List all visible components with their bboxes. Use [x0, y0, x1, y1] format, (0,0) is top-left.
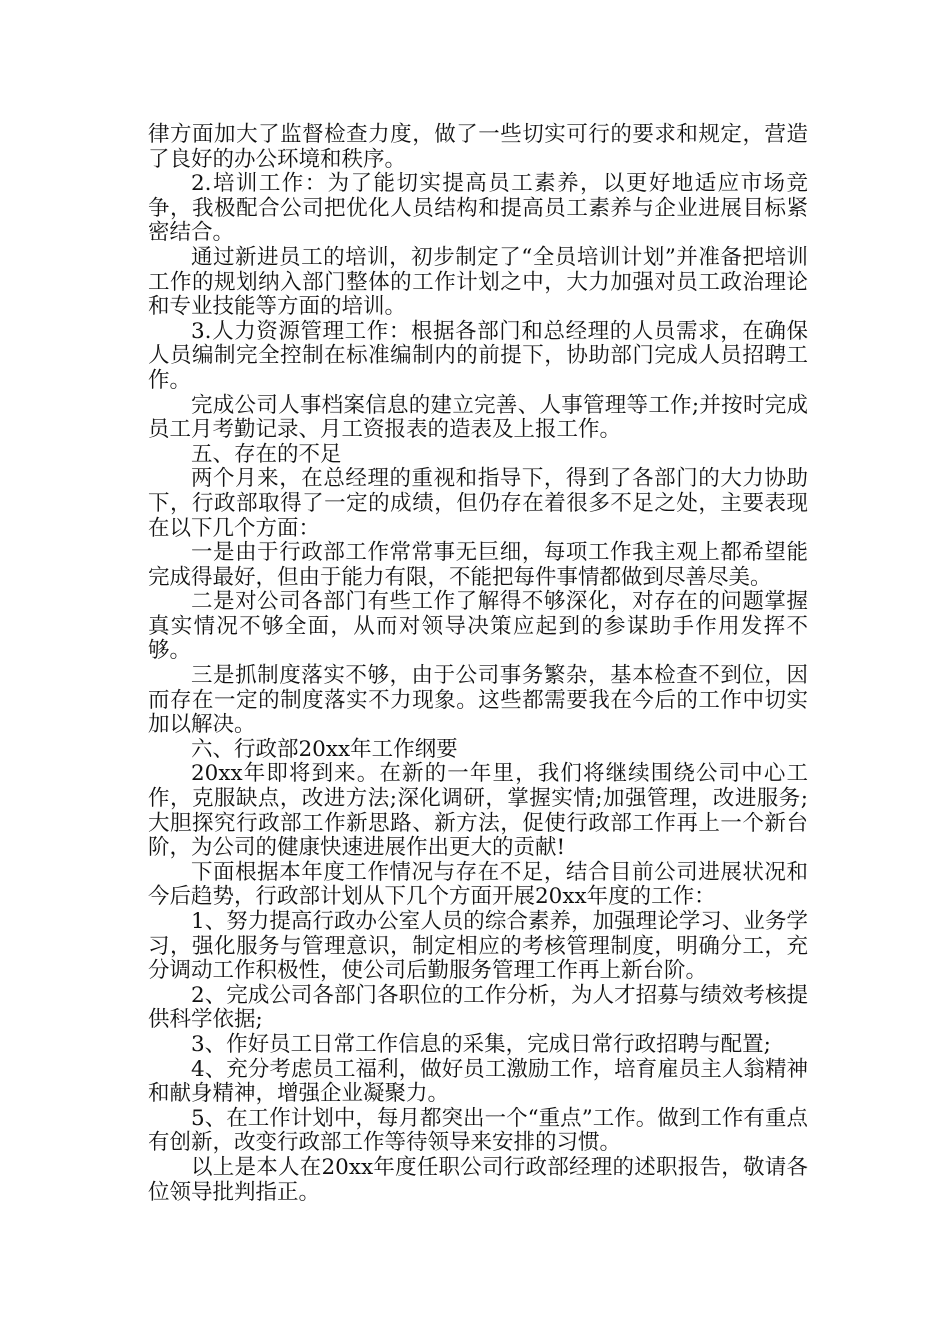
list-item-5: 5、在工作计划中，每月都突出一个“重点”工作。做到工作有重点有创新，改变行政部工作等待领导来安排的习惯。 [148, 1105, 808, 1156]
paragraph-5: 完成公司人事档案信息的建立完善、人事管理等工作;并按时完成员工月考勤记录、月工资报表的造表及上报工作。 [148, 392, 808, 443]
section-heading-5: 五、存在的不足 [191, 441, 342, 467]
paragraph-8: 一是由于行政部工作常常事无巨细，每项工作我主观上都希望能完成得最好，但由于能力有限，不能把每件事情都做到尽善尽美。 [148, 540, 808, 590]
closing-paragraph: 以上是本人在20xx年度任职公司行政部经理的述职报告，敬请各位领导批判指正。 [148, 1154, 808, 1205]
paragraph-9: 二是对公司各部门有些工作了解得不够深化，对存在的问题掌握真实情况不够全面，从而对领导决策应起到的参谋助手作用发挥不够。 [148, 589, 808, 664]
paragraph-4: 3.人力资源管理工作：根据各部门和总经理的人员需求，在确保人员编制完全控制在标准编制内的前提下，协助部门完成人员招聘工作。 [148, 318, 808, 393]
paragraph-2: 2.培训工作：为了能切实提高员工素养，以更好地适应市场竞争，我极配合公司把优化人员结构和提高员工素养与企业进展目标紧密结合。 [148, 171, 808, 246]
paragraph-10: 三是抓制度落实不够，由于公司事务繁杂，基本检查不到位，因而存在一定的制度落实不力现象。这些都需要我在今后的工作中切实加以解决。 [148, 663, 808, 738]
paragraph-1: 律方面加大了监督检查力度，做了一些切实可行的要求和规定，营造了良好的办公环境和秩序。 [148, 122, 808, 172]
list-item-2: 2、完成公司各部门各职位的工作分析，为人才招募与绩效考核提供科学依据; [148, 982, 808, 1033]
document-body [148, 123, 808, 1205]
list-item-1: 1、努力提高行政办公室人员的综合素养，加强理论学习、业务学习，强化服务与管理意识，制定相应的考核管理制度，明确分工，充分调动工作积极性，使公司后勤服务管理工作再上新台阶。 [148, 909, 808, 984]
section-heading-6: 六、行政部20xx年工作纲要 [191, 736, 458, 762]
list-item-3: 3、作好员工日常工作信息的采集，完成日常行政招聘与配置; [191, 1031, 771, 1057]
paragraph-13: 下面根据本年度工作情况与存在不足，结合目前公司进展状况和今后趋势，行政部计划从下几个方面开展20xx年度的工作： [148, 859, 808, 910]
paragraph-3: 通过新进员工的培训，初步制定了“全员培训计划”并准备把培训工作的规划纳入部门整体的工作计划之中，大力加强对员工政治理论和专业技能等方面的培训。 [148, 244, 808, 320]
list-item-4: 4、充分考虑员工福利，做好员工激励工作，培育雇员主人翁精神和献身精神，增强企业凝聚力。 [148, 1056, 808, 1107]
paragraph-12: 20xx年即将到来。在新的一年里，我们将继续围绕公司中心工作，克服缺点，改进方法;深化调研，掌握实情;加强管理，改进服务;大胆探究行政部工作新思路、新方法，促使行政部工作再上一个新台阶，为公司的健康快速进展作出更大的贡献! [148, 761, 808, 861]
paragraph-7: 两个月来，在总经理的重视和指导下，得到了各部门的大力协助下，行政部取得了一定的成绩，但仍存在着很多不足之处，主要表现在以下几个方面： [148, 466, 808, 541]
